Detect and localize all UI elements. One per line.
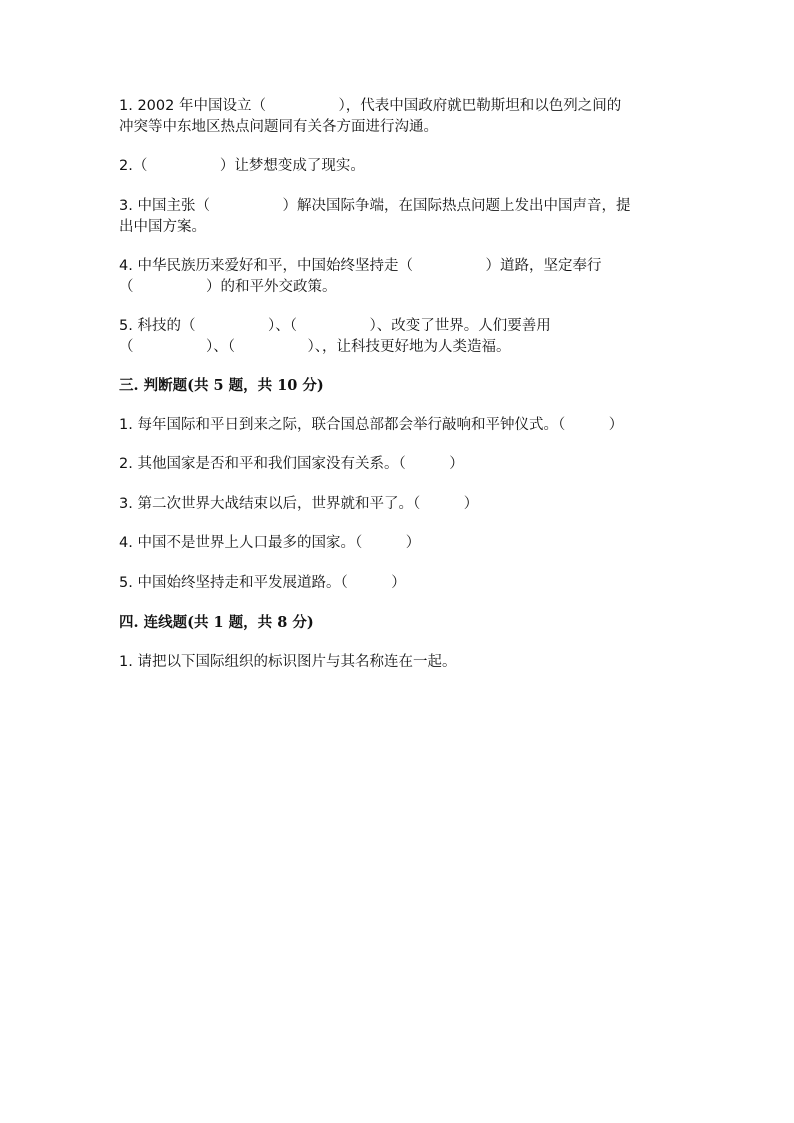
fill-blank-q3-line1: 3. 中国主张（ ）解决国际争端，在国际热点问题上发出中国声音，提 (119, 198, 631, 214)
judge-item-2: 2. 其他国家是否和平和我们国家没有关系。（ ） (119, 456, 464, 472)
fill-blank-q4-line1: 4. 中华民族历来爱好和平，中国始终坚持走（ ）道路，坚定奉行 (119, 258, 602, 274)
judge-item-3: 3. 第二次世界大战结束以后，世界就和平了。（ ） (119, 496, 479, 512)
fill-blank-q1-line1: 1. 2002 年中国设立（ ），代表中国政府就巴勒斯坦和以色列之间的 (119, 98, 622, 114)
section-title-judge: 三. 判断题(共 5 题，共 10 分) (119, 377, 324, 394)
fill-blank-q5-line1: 5. 科技的（ ）、（ ）、改变了世界。人们要善用 (119, 318, 551, 334)
judge-item-5: 5. 中国始终坚持走和平发展道路。（ ） (119, 575, 406, 591)
fill-blank-q4-line2: （ ）的和平外交政策。 (119, 279, 337, 295)
judge-item-4: 4. 中国不是世界上人口最多的国家。（ ） (119, 535, 421, 551)
fill-blank-q2: 2.（ ）让梦想变成了现实。 (119, 158, 365, 174)
fill-blank-q5-line2: （ ）、（ ）、，让科技更好地为人类造福。 (119, 339, 511, 355)
section-title-match: 四. 连线题(共 1 题，共 8 分) (119, 614, 314, 631)
match-item-1: 1. 请把以下国际组织的标识图片与其名称连在一起。 (119, 654, 457, 670)
fill-blank-q3-line2: 出中国方案。 (119, 219, 206, 235)
fill-blank-q1-line2: 冲突等中东地区热点问题同有关各方面进行沟通。 (119, 119, 438, 135)
judge-item-1: 1. 每年国际和平日到来之际，联合国总部都会举行敲响和平钟仪式。（ ） (119, 417, 624, 433)
